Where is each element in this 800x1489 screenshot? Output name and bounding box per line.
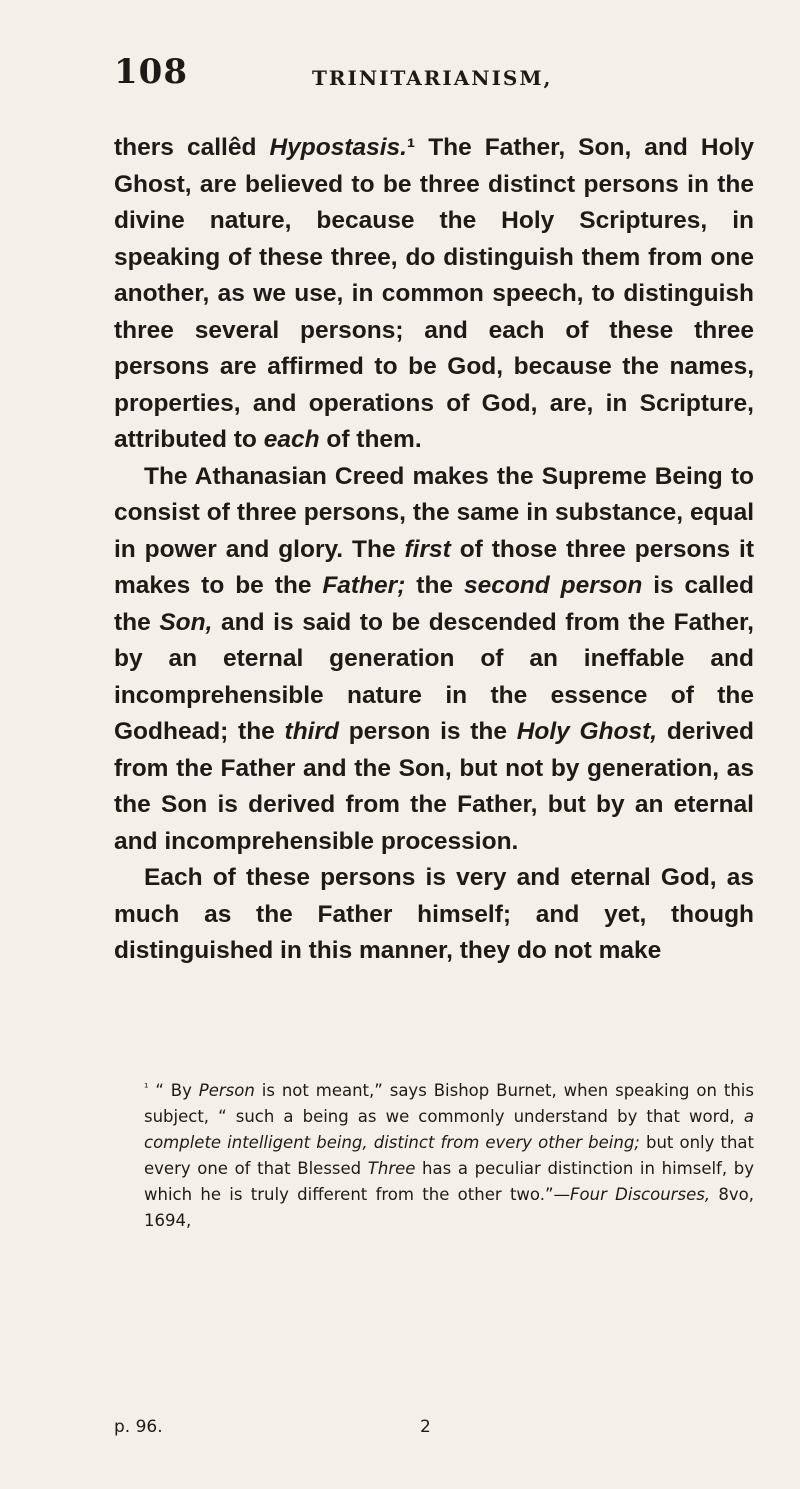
italic-text: a complete intelligent being, distinct from every other being;	[144, 1107, 754, 1152]
text-run: is called the	[114, 572, 754, 636]
paragraph	[114, 459, 754, 861]
italic-text: Three	[367, 1159, 416, 1178]
paragraph	[114, 860, 754, 970]
text-run: of those three persons it makes to be the	[114, 535, 754, 599]
italic-text: each	[263, 426, 320, 453]
italic-text: first	[404, 535, 451, 563]
paragraph	[114, 130, 754, 459]
text-run: person is the	[338, 718, 517, 745]
main-text	[114, 130, 754, 970]
italic-text: Son,	[159, 608, 213, 636]
text-run: 8vo, 1694,	[144, 1185, 754, 1230]
text-run: the	[405, 572, 464, 599]
italic-text: third	[284, 718, 339, 745]
signature-mark: 2	[420, 1417, 431, 1437]
text-run: of them.	[319, 426, 422, 453]
text-run: “ By	[148, 1081, 199, 1100]
italic-text: Holy Ghost,	[516, 718, 658, 745]
text-run: derived from the Father and the Son, but not by generation, as the Son is derived from the Father, but by an eternal and incomprehensible procession.	[114, 718, 754, 855]
footnote-marker: ¹	[144, 1081, 149, 1094]
text-run: has a peculiar distinction in himself, by which he is truly different from the other two.”—	[144, 1159, 754, 1204]
footnote-body	[144, 1081, 754, 1230]
footnote-page-reference: p. 96.	[114, 1417, 163, 1437]
text-run: The Athanasian Creed makes the Supreme Being to consist of three persons, the same in substance, equal in power and glory. The	[114, 462, 754, 563]
footnote	[114, 1075, 754, 1234]
running-head: TRINITARIANISM,	[312, 66, 553, 90]
page-header	[114, 52, 754, 102]
text-run: thers callêd	[114, 134, 270, 161]
italic-text: Four Discourses,	[570, 1185, 711, 1204]
italic-text: Father;	[322, 572, 406, 599]
text-run: but only that every one of that Blessed	[144, 1133, 754, 1178]
text-run: is not meant,” says Bishop Burnet, when speaking on this subject, “ such a being as we commonly understand by that word,	[144, 1081, 754, 1126]
footnote-text	[114, 1075, 754, 1234]
italic-text: Person	[198, 1081, 255, 1100]
italic-text: second person	[463, 572, 643, 599]
text-run: Each of these persons is very and eternal God, as much as the Father himself; and yet, though distinguished in this manner, they do not make	[114, 864, 754, 964]
text-run: ¹ The Father, Son, and Holy Ghost, are believed to be three distinct persons in the divine nature, because the Holy Scriptures, in speaking of these three, do distinguish them from one another, as we use, in common speech, to distinguish three several persons; and each of these three persons are affirmed to be God, because the names, properties, and operations of God, are, in Scripture, attributed to	[114, 134, 755, 453]
italic-text: Hypostasis.	[269, 134, 407, 161]
text-run: and is said to be descended from the Father, by an eternal generation of an ineffable and incomprehensible nature in the essence of the Godhead; the	[114, 608, 754, 745]
page-number: 108	[114, 52, 188, 92]
